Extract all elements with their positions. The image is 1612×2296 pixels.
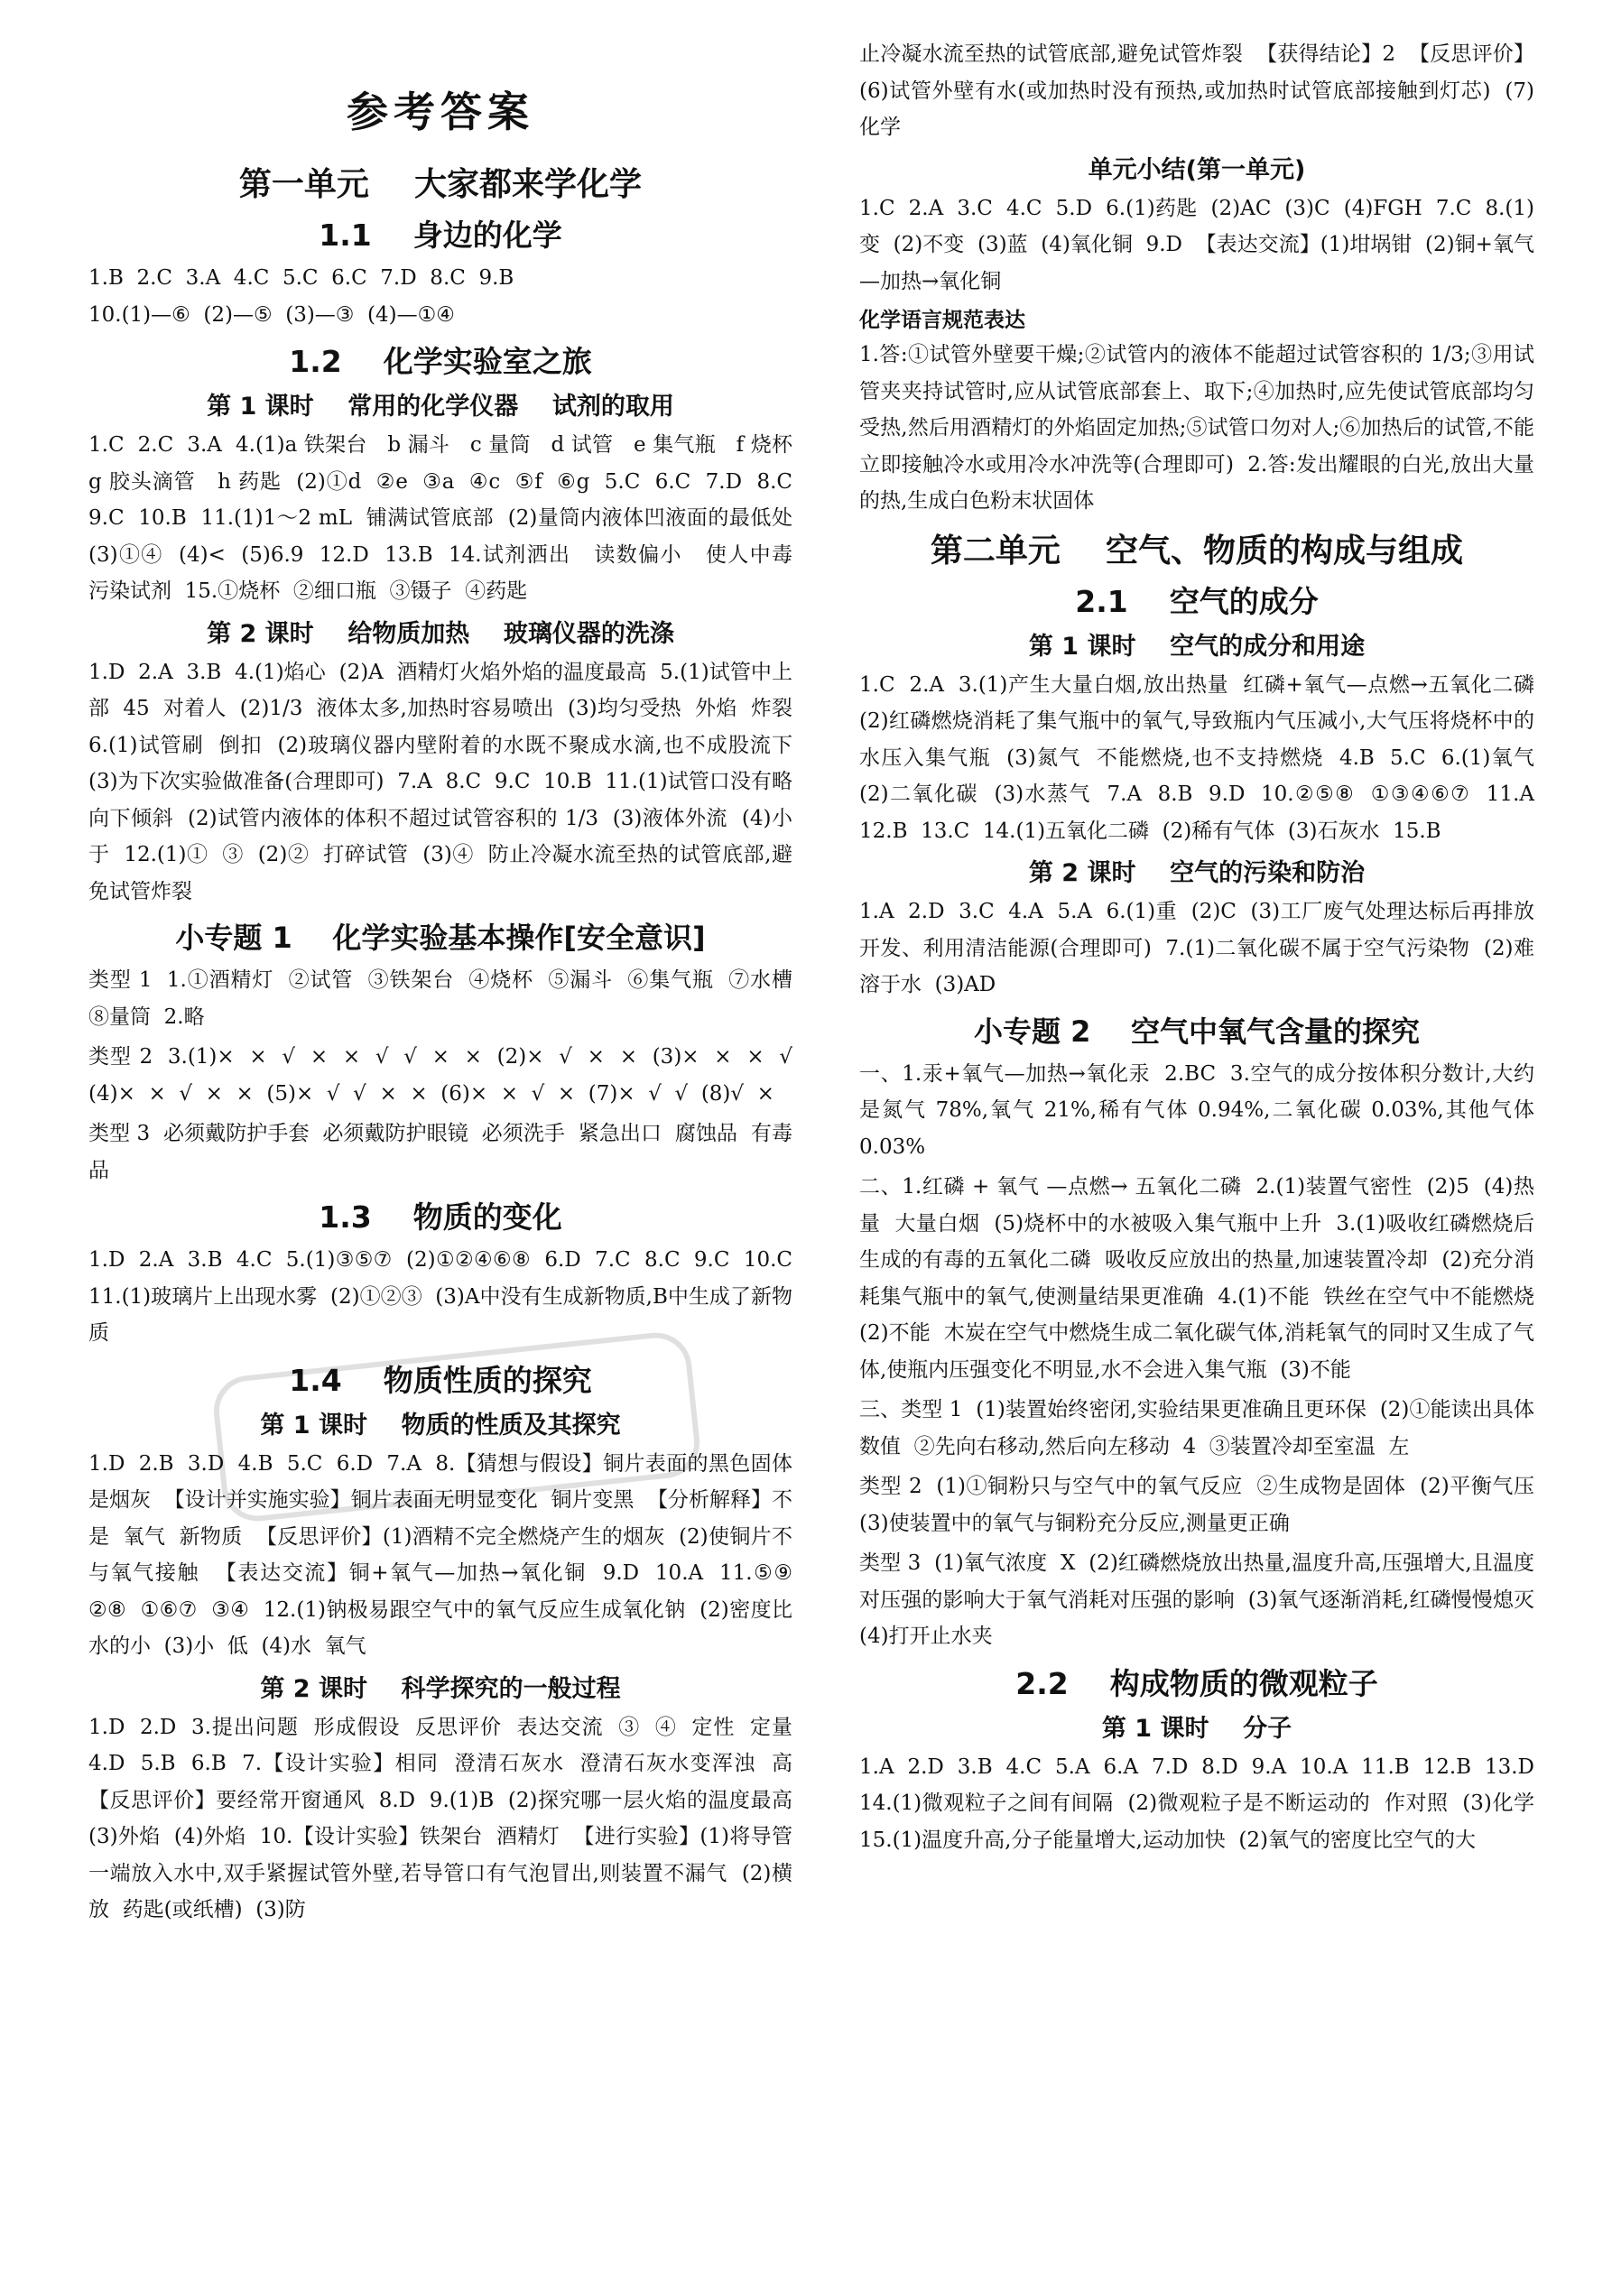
section-2-2-heading: 2.2 构成物质的微观粒子 xyxy=(1015,1665,1378,1701)
section-1-3-heading: 1.3 物质的变化 xyxy=(319,1199,562,1235)
unit-1-summary-answers: 1.C 2.A 3.C 4.C 5.D 6.(1)药匙 (2)AC (3)C (4)FGH 7.C 8.(1)变 (2)不变 (3)蓝 (4)氧化铜 9.D 【表达交流】(1)坩埚钳 (2)铜+氧气—加热→氧化铜 xyxy=(859,196,1534,293)
topic-1-type-3: 类型 3 必须戴防护手套 必须戴防护眼镜 必须洗手 紧急出口 腐蚀品 有毒品 xyxy=(88,1122,792,1182)
section-2-1-lesson-2-heading: 第 2 课时 空气的污染和防治 xyxy=(1028,859,1366,887)
section-1-4-lesson-2-answers: 1.D 2.D 3.提出问题 形成假设 反思评价 表达交流 ③ ④ 定性 定量 4.D 5.B 6.B 7.【设计实验】相同 澄清石灰水 澄清石灰水变浑浊 高 【反思评价】要经常开窗通风 8.D 9.(1)B (2)探究哪一层火焰的温度最高 (3)外焰 (4)外焰 10.【设计实验】铁架台 酒精灯 【进行实验】(1)将导管一端放入水中,双手紧握试管外壁,若导管口有气泡冒出,则装置不漏气 (2)横放 药匙(或纸槽) (3)防 xyxy=(88,1715,806,1921)
section-2-1-heading: 2.1 空气的成分 xyxy=(1075,583,1319,619)
section-1-1-answers: 1.B 2.C 3.A 4.C 5.C 6.C 7.D 8.C 9.B 10.(1)—⑥ (2)—⑤ (3)—③ (4)—①④ xyxy=(88,266,514,327)
topic-1-heading: 小专题 1 化学实验基本操作[安全意识] xyxy=(175,921,706,955)
section-1-4-lesson-2-heading: 第 2 课时 科学探究的一般过程 xyxy=(260,1674,621,1703)
section-1-2-lesson-2-answers: 1.D 2.A 3.B 4.(1)焰心 (2)A 酒精灯火焰外焰的温度最高 5.(1)试管中上部 45 对着人 (2)1/3 液体太多,加热时容易喷出 (3)均匀受热 外焰 炸裂 6.(1)试管刷 倒扣 (2)玻璃仪器内壁附着的水既不聚成水滴,也不成股流下 (3)为下次实验做准备(合理即可) 7.A 8.C 9.C 10.B 11.(1)试管口没有略向下倾斜 (2)试管内液体的体积不超过试管容积的 1/3 (3)液体外流 (4)小于 12.(1)① ③ (2)② 打碎试管 (3)④ 防止冷凝水流至热的试管底部,避免试管炸裂 xyxy=(88,660,806,903)
unit-2-heading: 第二单元 空气、物质的构成与组成 xyxy=(930,532,1464,569)
section-2-2-lesson-1-answers: 1.A 2.D 3.B 4.C 5.A 6.A 7.D 8.D 9.A 10.A 11.B 12.B 13.D 14.(1)微观粒子之间有间隔 (2)微观粒子是不断运动的 作对照 (3)化学 15.(1)温度升高,分子能量增大,运动加快 (2)氧气的密度比空气的大 xyxy=(859,1754,1548,1852)
topic-2-part-3-type-1: 三、类型 1 (1)装置始终密闭,实验结果更准确且更环保 (2)①能读出具体数值 ②先向右移动,然后向左移动 4 ③装置冷却至室温 左 xyxy=(859,1398,1534,1458)
section-1-1-heading: 1.1 身边的化学 xyxy=(319,218,562,253)
page-title: 参考答案 xyxy=(347,88,534,136)
section-2-1-lesson-2-answers: 1.A 2.D 3.C 4.A 5.A 6.(1)重 (2)C (3)工厂废气处理达标后再排放 开发、利用清洁能源(合理即可) 7.(1)二氧化碳不属于空气污染物 (2)难溶于水 (3)AD xyxy=(859,900,1548,996)
topic-2-part-3-type-3: 类型 3 (1)氧气浓度 X (2)红磷燃烧放出热量,温度升高,压强增大,且温度对压强的影响大于氧气消耗对压强的影响 (3)氧气逐渐消耗,红磷慢慢熄灭 (4)打开止水夹 xyxy=(859,1551,1548,1648)
section-1-4-lesson-1-answers: 1.D 2.B 3.D 4.B 5.C 6.D 7.A 8.【猜想与假设】铜片表面的黑色固体是烟灰 【设计并实施实验】铜片表面无明显变化 铜片变黑 【分析解释】不是 氧气 新物质 【反思评价】(1)酒精不完全燃烧产生的烟灰 (2)使铜片不与氧气接触 【表达交流】铜+氧气—加热→氧化铜 9.D 10.A 11.⑤⑨ ②⑧ ①⑥⑦ ③④ 12.(1)钠极易跟空气中的氧气反应生成氧化钠 (2)密度比水的小 (3)小 低 (4)水 氧气 xyxy=(88,1451,806,1658)
topic-2-part-1: 一、1.汞+氧气—加热→氧化汞 2.BC 3.空气的成分按体积分数计,大约是氮气 78%,氧气 21%,稀有气体 0.94%,二氧化碳 0.03%,其他气体 0.03% xyxy=(859,1061,1542,1159)
left-column xyxy=(88,36,812,1932)
topic-2-part-2: 二、1.红磷 + 氧气 —点燃→ 五氧化二磷 2.(1)装置气密性 (2)5 (4)热量 大量白烟 (5)烧杯中的水被吸入集气瓶中上升 3.(1)吸收红磷燃烧后生成的有毒的五氧化二磷 吸收反应放出的热量,加速装置冷却 (2)充分消耗集气瓶中的氧气,使测量结果更准确 4.(1)不能 铁丝在空气中不能燃烧 (2)不能 木炭在空气中燃烧生成二氧化碳气体,消耗氧气的同时又生成了气体,使瓶内压强变化不明显,水不会进入集气瓶 (3)不能 xyxy=(859,1175,1548,1382)
section-2-1-lesson-1-answers: 1.C 2.A 3.(1)产生大量白烟,放出热量 红磷+氧气—点燃→五氧化二磷 (2)红磷燃烧消耗了集气瓶中的氧气,导致瓶内气压减小,大气压将烧杯中的水压入集气瓶 (3)氮气 不能燃烧,也不支持燃烧 4.B 5.C 6.(1)氧气 (2)二氧化碳 (3)水蒸气 7.A 8.B 9.D 10.②⑤⑧ ①③④⑥⑦ 11.A 12.B 13.C 14.(1)五氧化二磷 (2)稀有气体 (3)石灰水 15.B xyxy=(859,672,1548,843)
continued-answers: 止冷凝水流至热的试管底部,避免试管炸裂 【获得结论】2 【反思评价】(6)试管外壁有水(或加热时没有预热,或加热时试管底部接触到灯芯) (7)化学 xyxy=(859,42,1534,139)
unit-1-heading: 第一单元 大家都来学化学 xyxy=(238,166,643,203)
section-1-3-answers: 1.D 2.A 3.B 4.C 5.(1)③⑤⑦ (2)①②④⑥⑧ 6.D 7.C 8.C 9.C 10.C 11.(1)玻璃片上出现水雾 (2)①②③ (3)A中没有生成新物质,B中生成了新物质 xyxy=(88,1248,806,1345)
topic-1-type-1: 类型 1 1.①酒精灯 ②试管 ③铁架台 ④烧杯 ⑤漏斗 ⑥集气瓶 ⑦水槽 ⑧量筒 2.略 xyxy=(88,968,806,1029)
topic-2-heading: 小专题 2 空气中氧气含量的探究 xyxy=(974,1014,1420,1049)
chem-language-answers: 1.答:①试管外壁要干燥;②试管内的液体不能超过试管容积的 1/3;③用试管夹夹持试管时,应从试管底部套上、取下;④加热时,应先使试管底部均匀受热,然后用酒精灯的外焰固定加热;⑤试管口勿对人;⑥加热后的试管,不能立即接触冷水或用冷水冲洗等(合理即可) 2.答:发出耀眼的白光,放出大量的热,生成白色粉末状固体 xyxy=(859,343,1534,513)
section-1-2-lesson-2-heading: 第 2 课时 给物质加热 玻璃仪器的洗涤 xyxy=(207,619,674,648)
section-1-2-heading: 1.2 化学实验室之旅 xyxy=(289,344,592,379)
chem-language-heading: 化学语言规范表达 xyxy=(859,309,1025,332)
section-1-2-lesson-1-answers: 1.C 2.C 3.A 4.(1)a 铁架台 b 漏斗 c 量筒 d 试管 e 集气瓶 f 烧杯 g 胶头滴管 h 药匙 (2)①d ②e ③a ④c ⑤f ⑥g 5.C 6.C 7.D 8.C 9.C 10.B 11.(1)1～2 mL 铺满试管底部 (2)量筒内液体凹液面的最低处 (3)①④ (4)< (5)6.9 12.D 13.B 14.试剂洒出 读数偏小 使人中毒 污染试剂 15.①烧杯 ②细口瓶 ③镊子 ④药匙 xyxy=(88,433,812,603)
section-1-4-lesson-1-heading: 第 1 课时 物质的性质及其探究 xyxy=(260,1411,621,1440)
topic-2-part-3-type-2: 类型 2 (1)①铜粉只与空气中的氧气反应 ②生成物是固体 (2)平衡气压 (3)使装置中的氧气与铜粉充分反应,测量更正确 xyxy=(859,1475,1548,1535)
section-2-2-lesson-1-heading: 第 1 课时 分子 xyxy=(1101,1714,1292,1743)
section-2-1-lesson-1-heading: 第 1 课时 空气的成分和用途 xyxy=(1028,632,1366,661)
section-1-4-heading: 1.4 物质性质的探究 xyxy=(289,1362,592,1398)
topic-1-type-2: 类型 2 3.(1)× × √ × × √ √ × × (2)× √ × × (3)× × × √ (4)× × √ × × (5)× √ √ × × (6)× × √ × (7)× √ √ (8)√ × xyxy=(88,1045,806,1106)
right-column xyxy=(859,36,1548,1862)
section-1-2-lesson-1-heading: 第 1 课时 常用的化学仪器 试剂的取用 xyxy=(207,393,674,421)
unit-1-summary-heading: 单元小结(第一单元) xyxy=(1088,155,1306,184)
